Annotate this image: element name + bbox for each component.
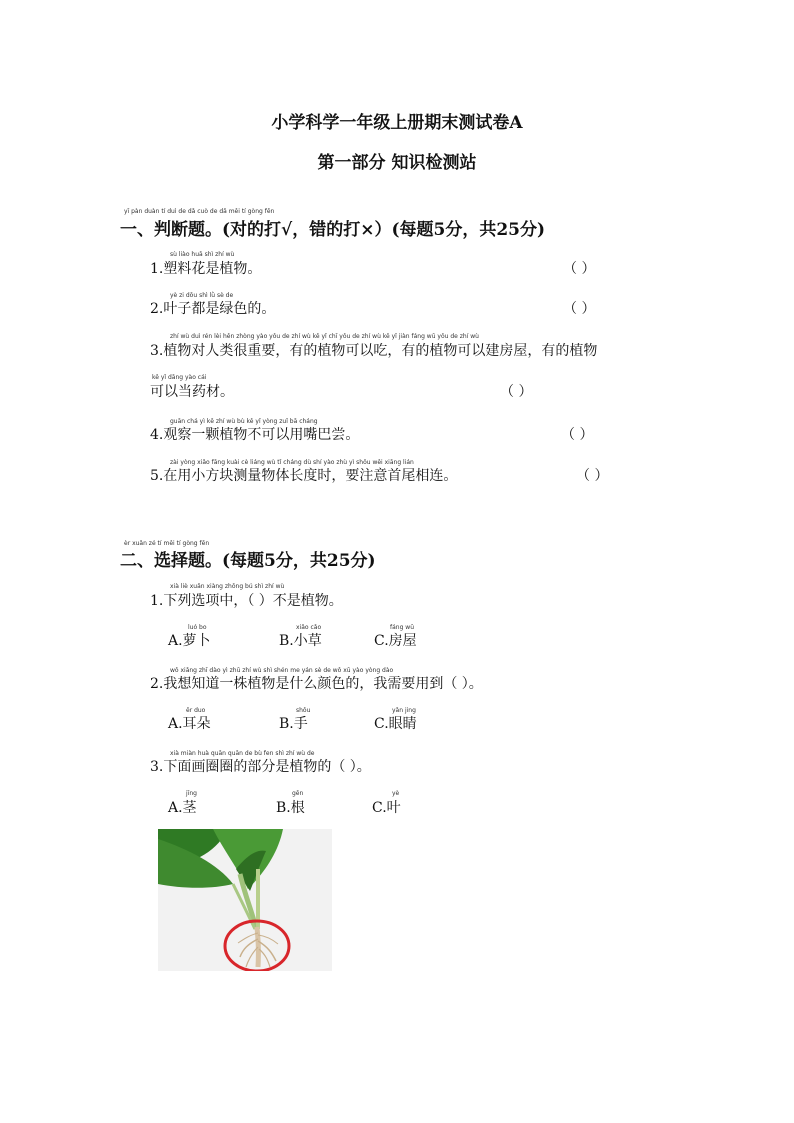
section1-pinyin: yī pàn duàn tí duì de dǎ cuò de dǎ měi tí gòng fēn bbox=[124, 208, 275, 215]
q5-answer-blank[interactable]: （ ） bbox=[576, 468, 609, 484]
mc2-option-a-pinyin: ěr duo bbox=[186, 707, 206, 714]
mc3-option-c-pinyin: yè bbox=[392, 790, 400, 797]
q3-text-line2: 可以当药材。 bbox=[150, 384, 234, 400]
mc2-option-c[interactable]: C.眼睛 bbox=[374, 716, 417, 732]
mc2-pinyin: wǒ xiǎng zhī dào yì zhū zhí wù shì shén me yán sè de wǒ xū yào yòng dào bbox=[170, 667, 394, 674]
page-subtitle: 第一部分 知识检测站 bbox=[317, 153, 477, 173]
mc1-option-a-pinyin: luó bo bbox=[188, 624, 207, 631]
mc1-option-a[interactable]: A.萝卜 bbox=[168, 633, 211, 649]
q3-pinyin: zhí wù duì rén lèi hěn zhòng yào yǒu de zhí wù kě yǐ chī yǒu de zhí wù kě yǐ jiàn fáng wū yǒu de zhí wù bbox=[170, 333, 479, 340]
q2-pinyin: yè zi dōu shì lǜ sè de bbox=[170, 292, 234, 299]
mc3-text: 3.下面画圈圈的部分是植物的（ ）。 bbox=[150, 759, 371, 775]
mc3-option-c[interactable]: C.叶 bbox=[372, 800, 401, 816]
q4-answer-blank[interactable]: （ ） bbox=[561, 427, 594, 443]
mc1-pinyin: xià liè xuǎn xiàng zhōng bú shì zhí wù bbox=[170, 583, 285, 590]
q3-answer-blank[interactable]: （ ） bbox=[500, 384, 533, 400]
q3-line2-pinyin: kě yǐ dāng yào cái bbox=[152, 374, 207, 381]
mc1-text: 1.下列选项中，（ ）不是植物。 bbox=[150, 593, 343, 609]
q4-text: 4.观察一颗植物不可以用嘴巴尝。 bbox=[150, 427, 360, 443]
mc2-option-c-pinyin: yǎn jing bbox=[392, 707, 416, 714]
q4-pinyin: guān chá yì kē zhí wù bù kě yǐ yòng zuǐ bā cháng bbox=[170, 418, 318, 425]
section2-heading: 二、选择题。(每题5分，共25分) bbox=[120, 551, 376, 571]
mc1-option-b-pinyin: xiǎo cǎo bbox=[296, 624, 322, 631]
q5-pinyin: zài yòng xiǎo fāng kuài cè liáng wù tǐ cháng dù shí yào zhù yì shǒu wěi xiāng lián bbox=[170, 459, 414, 466]
plant-root-illustration bbox=[158, 829, 332, 971]
q1-text: 1.塑料花是植物。 bbox=[150, 261, 262, 277]
mc3-option-a[interactable]: A.茎 bbox=[168, 800, 197, 816]
plant-root-photo-icon bbox=[158, 829, 332, 971]
q2-text: 2.叶子都是绿色的。 bbox=[150, 301, 276, 317]
section2-pinyin: èr xuǎn zé tí měi tí gòng fēn bbox=[124, 540, 210, 547]
mc3-option-b[interactable]: B.根 bbox=[276, 800, 305, 816]
mc2-text: 2.我想知道一株植物是什么颜色的，我需要用到（ ）。 bbox=[150, 676, 483, 692]
mc2-option-b-pinyin: shǒu bbox=[296, 707, 311, 714]
q5-text: 5.在用小方块测量物体长度时，要注意首尾相连。 bbox=[150, 468, 458, 484]
q1-answer-blank[interactable]: （ ） bbox=[563, 261, 596, 277]
mc3-pinyin: xià miàn huà quān quān de bù fen shì zhí wù de bbox=[170, 750, 315, 757]
mc1-option-c-pinyin: fáng wū bbox=[390, 624, 415, 631]
page-title: 小学科学一年级上册期末测试卷A bbox=[271, 113, 523, 133]
mc3-option-b-pinyin: gēn bbox=[292, 790, 304, 797]
mc2-option-b[interactable]: B.手 bbox=[279, 716, 308, 732]
q2-answer-blank[interactable]: （ ） bbox=[563, 301, 596, 317]
mc2-option-a[interactable]: A.耳朵 bbox=[168, 716, 211, 732]
mc3-option-a-pinyin: jīng bbox=[186, 790, 197, 797]
section1-heading: 一、判断题。(对的打√，错的打×）(每题5分，共25分) bbox=[120, 220, 546, 240]
q3-text: 3.植物对人类很重要，有的植物可以吃，有的植物可以建房屋，有的植物 bbox=[150, 343, 598, 359]
mc1-option-b[interactable]: B.小草 bbox=[279, 633, 322, 649]
mc1-option-c[interactable]: C.房屋 bbox=[374, 633, 417, 649]
q1-pinyin: sù liào huā shì zhí wù bbox=[170, 251, 235, 258]
